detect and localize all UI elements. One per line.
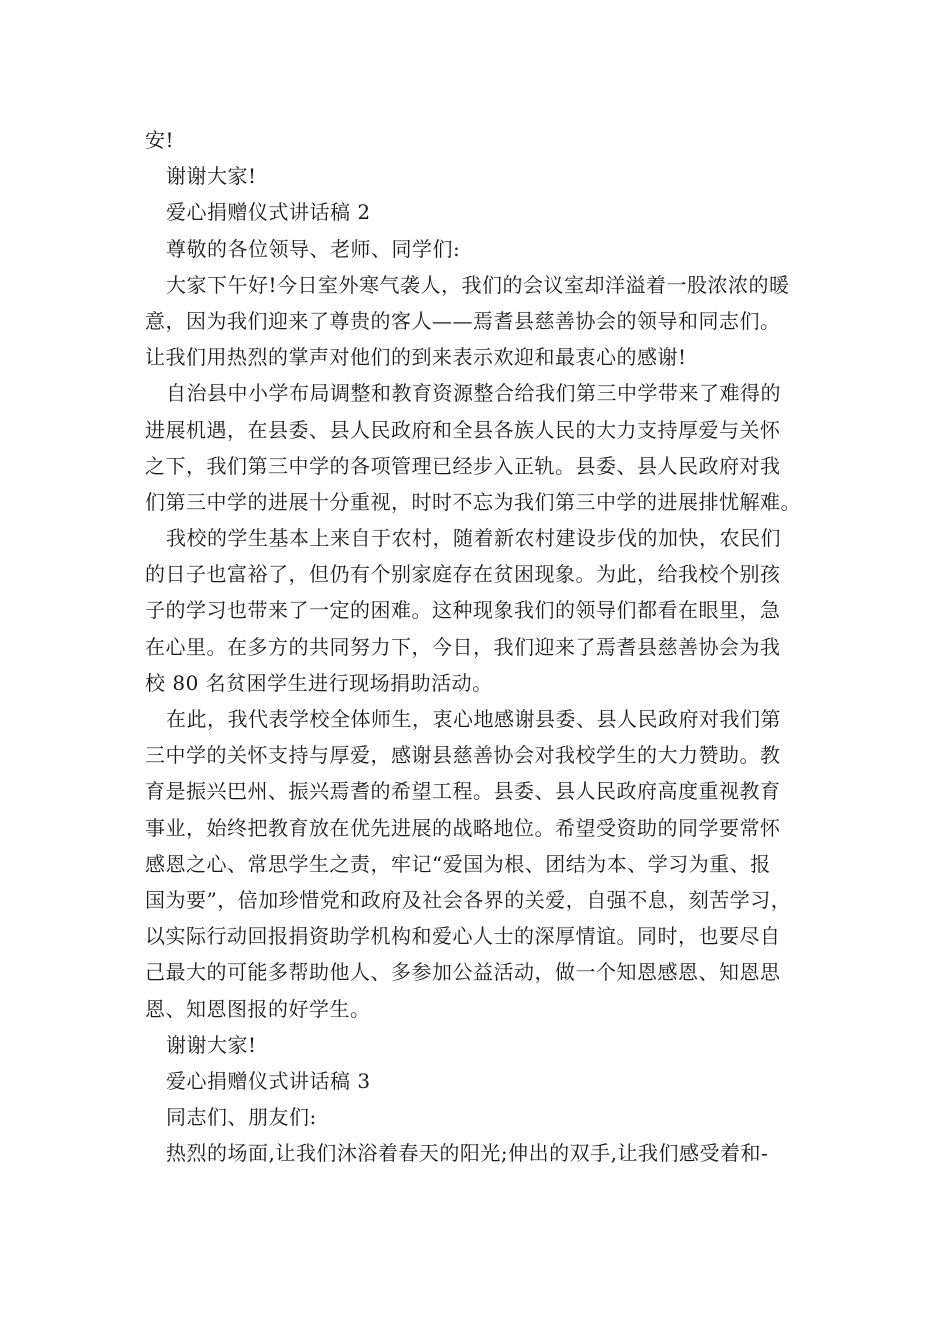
text-line: 进展机遇，在县委、县人民政府和全县各族人民的大力支持厚爱与关怀	[145, 417, 781, 442]
text-line: 们第三中学的进展十分重视，时时不忘为我们第三中学的进展排忧解难。	[145, 489, 801, 514]
text-line: 爱心捐赠仪式讲话稿 3	[166, 1068, 371, 1093]
text-line: 在心里。在多方的共同努力下，今日，我们迎来了焉耆县慈善协会为我	[145, 634, 781, 659]
text-line: 三中学的关怀支持与厚爱，感谢县慈善协会对我校学生的大力赞助。教	[145, 743, 781, 768]
text-line: 大家下午好!今日室外寒气袭人，我们的会议室却洋溢着一股浓浓的暖	[166, 272, 790, 297]
text-line: 让我们用热烈的掌声对他们的到来表示欢迎和最衷心的感谢!	[145, 345, 687, 370]
text-line: 安!	[145, 128, 175, 152]
text-line: 子的学习也带来了一定的困难。这种现象我们的领导们都看在眼里，急	[145, 598, 781, 623]
text-line: 谢谢大家!	[166, 164, 257, 189]
text-line: 感恩之心、常思学生之责，牢记“爱国为根、团结为本、学习为重、报	[145, 851, 771, 876]
text-line: 我校的学生基本上来自于农村，随着新农村建设步伐的加快，农民们	[166, 526, 781, 551]
text-line: 之下，我们第三中学的各项管理已经步入正轨。县委、县人民政府对我	[145, 453, 781, 478]
text-line: 热烈的场面,让我们沐浴着春天的阳光;伸出的双手,让我们感受着和-	[166, 1141, 769, 1166]
text-line: 同志们、朋友们:	[166, 1105, 317, 1130]
text-line: 谢谢大家!	[166, 1032, 257, 1057]
text-line: 以实际行动回报捐资助学机构和爱心人士的深厚情谊。同时，也要尽自	[145, 924, 781, 949]
text-line: 意，因为我们迎来了尊贵的客人——焉耆县慈善协会的领导和同志们。	[145, 308, 781, 333]
text-line: 爱心捐赠仪式讲话稿 2	[166, 200, 371, 225]
text-line: 己最大的可能多帮助他人、多参加公益活动，做一个知恩感恩、知恩思	[145, 960, 781, 985]
text-line: 的日子也富裕了，但仍有个别家庭存在贫困现象。为此，给我校个别孩	[145, 562, 781, 587]
text-line: 育是振兴巴州、振兴焉耆的希望工程。县委、县人民政府高度重视教育	[145, 779, 781, 804]
text-line: 事业，始终把教育放在优先进展的战略地位。希望受资助的同学要常怀	[145, 815, 781, 840]
text-line: 校 80 名贫困学生进行现场捐助活动。	[145, 670, 493, 695]
text-line: 在此，我代表学校全体师生，衷心地感谢县委、县人民政府对我们第	[166, 707, 781, 731]
text-line: 自治县中小学布局调整和教育资源整合给我们第三中学带来了难得的	[166, 381, 781, 406]
text-line: 恩、知恩图报的好学生。	[145, 996, 371, 1021]
text-line: 国为要”，倍加珍惜党和政府及社会各界的关爱，自强不息，刻苦学习，	[145, 887, 792, 912]
text-line: 尊敬的各位领导、老师、同学们:	[166, 236, 461, 261]
speech-text-body	[145, 122, 810, 1171]
